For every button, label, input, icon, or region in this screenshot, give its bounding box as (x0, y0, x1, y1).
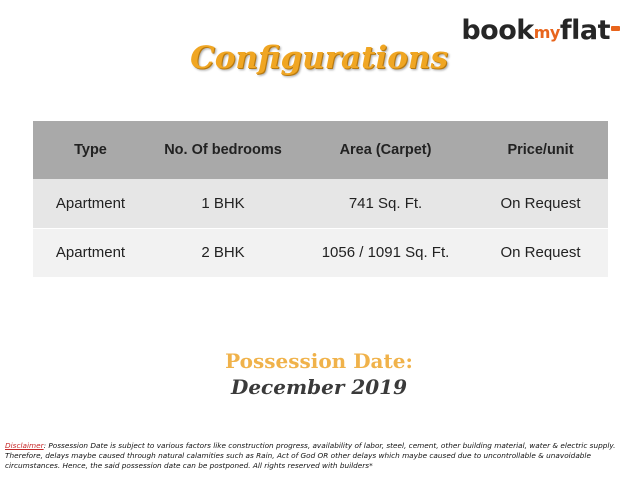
logo-text-book: book (461, 15, 534, 46)
cell-area: 741 Sq. Ft. (298, 179, 473, 228)
table-row (33, 179, 608, 228)
cell-price: On Request (473, 228, 608, 277)
cell-bedrooms: 1 BHK (148, 179, 298, 228)
table-header-row (33, 121, 608, 179)
header-price: Price/unit (473, 121, 608, 179)
cell-type: Apartment (33, 179, 148, 228)
logo-text-my: my (533, 23, 560, 42)
logo-text-flat: flat (559, 15, 610, 46)
header-type: Type (33, 121, 148, 179)
cell-price: On Request (473, 179, 608, 228)
table-row (33, 228, 608, 277)
bookmyflat-logo[interactable] (461, 10, 620, 44)
possession-label: Possession Date: (225, 349, 413, 373)
cell-area: 1056 / 1091 Sq. Ft. (298, 228, 473, 277)
possession-date: December 2019 (230, 375, 407, 399)
cell-bedrooms: 2 BHK (148, 228, 298, 277)
cell-type: Apartment (33, 228, 148, 277)
possession-block (0, 348, 638, 400)
disclaimer-label: Disclaimer (5, 441, 44, 450)
configurations-table (33, 121, 608, 277)
header-bedrooms: No. Of bedrooms (148, 121, 298, 179)
disclaimer-text: : Possession Date is subject to various factors like construction progress, availability of labor, steel, cement, other building material, water & electric supply. Therefore, delays maybe caused through natural calamities such as Rain, Act of God OR other delays which maybe caused due to uncontrollable & unavoidable circumstances. Hence, the said possession date can be postponed. All rights reserved with builders* (5, 441, 616, 470)
header-area: Area (Carpet) (298, 121, 473, 179)
disclaimer (5, 441, 633, 471)
house-badge-icon (611, 26, 620, 31)
page-title: Configurations (190, 40, 448, 76)
